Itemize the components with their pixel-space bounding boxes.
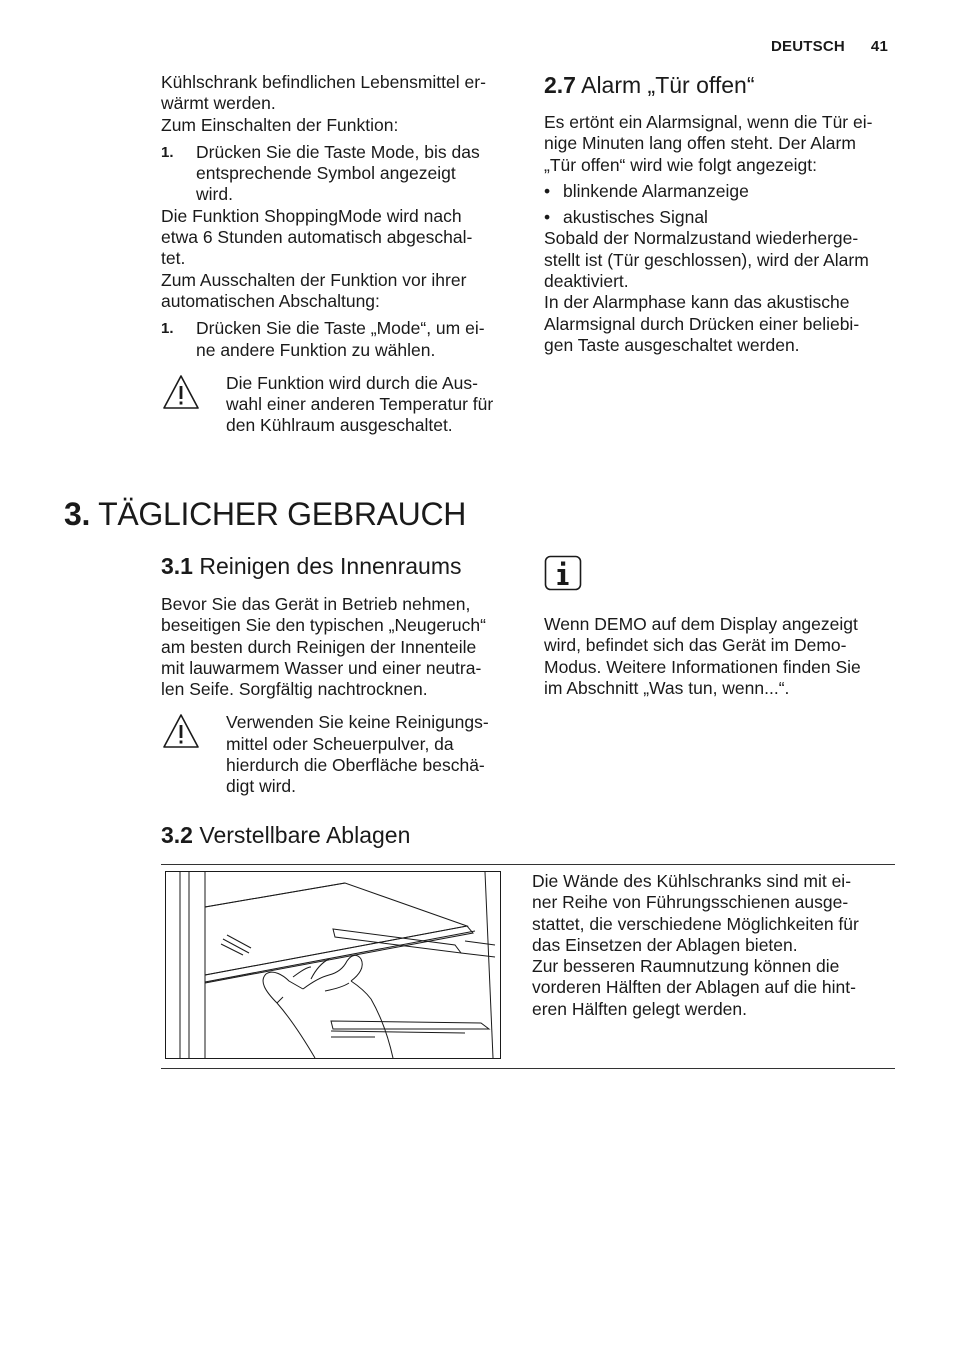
section-title: Reinigen des Innenraums: [199, 553, 462, 579]
bullet-text: akustisches Signal: [563, 207, 708, 228]
text-line: wahl einer anderen Temperatur für: [226, 394, 494, 415]
text-line: stellt ist (Tür geschlossen), wird der Alarm: [544, 249, 869, 270]
text-line: wird, befindet sich das Gerät im Demo-: [544, 635, 847, 656]
text-line: am besten durch Reinigen der Innenteile: [161, 636, 477, 657]
text-line: wird.: [196, 184, 233, 205]
warning-note: [161, 373, 513, 437]
paragraph: [161, 594, 521, 700]
text-line: Die Funktion wird durch die Aus-: [226, 372, 478, 393]
table-top-rule: [161, 864, 895, 865]
warning-icon: [161, 712, 226, 797]
step-item: [161, 142, 513, 206]
text-line: Die Funktion ShoppingMode wird nach: [161, 205, 462, 226]
section-number: 3.2: [161, 822, 193, 848]
table-bottom-rule: [161, 1068, 895, 1069]
text-line: im Abschnitt „Was tun, wenn...“.: [544, 677, 790, 698]
section-heading: [161, 553, 521, 580]
text-line: nige Minuten lang offen steht. Der Alarm: [544, 133, 856, 154]
section-heading: [161, 822, 410, 849]
text-line: mit lauwarmem Wasser und einer neutra-: [161, 657, 482, 678]
bullet-item: [544, 207, 896, 228]
text-line: stattet, die verschiedene Möglichkeiten für: [532, 913, 859, 934]
chapter-title: TÄGLICHER GEBRAUCH: [98, 496, 467, 532]
language-label: DEUTSCH: [771, 38, 845, 55]
text-line: hierdurch die Oberfläche beschä-: [226, 755, 485, 776]
text-line: etwa 6 Stunden automatisch abgeschal-: [161, 227, 473, 248]
text-line: Zum Einschalten der Funktion:: [161, 114, 399, 135]
text-line: Alarmsignal durch Drücken einer beliebi-: [544, 313, 860, 334]
text-line: Drücken Sie die Taste Mode, bis das: [196, 141, 480, 162]
text-line: In der Alarmphase kann das akustische: [544, 292, 850, 313]
section-title: Alarm „Tür offen“: [581, 72, 755, 98]
warning-text: [226, 373, 493, 437]
text-line: „Tür offen“ wird wie folgt angezeigt:: [544, 154, 818, 175]
warning-text: [226, 712, 489, 797]
text-line: eren Hälften gelegt werden.: [532, 998, 747, 1019]
text-line: Es ertönt ein Alarmsignal, wenn die Tür ei-: [544, 112, 873, 132]
text-line: das Einsetzen der Ablagen bieten.: [532, 934, 798, 955]
chapter-heading: [64, 496, 466, 533]
bullet-dot: •: [544, 207, 551, 228]
text-line: digt wird.: [226, 776, 297, 797]
page-number: 41: [870, 38, 888, 55]
text-line: mittel oder Scheuerpulver, da: [226, 733, 454, 754]
text-line: deaktiviert.: [544, 271, 629, 292]
paragraph: [544, 228, 896, 356]
text-line: Sobald der Normalzustand wiederherge-: [544, 228, 859, 249]
step-text: [196, 142, 480, 206]
text-line: beseitigen Sie den typischen „Neugeruch“: [161, 615, 486, 636]
text-line: Zum Ausschalten der Funktion vor ihrer: [161, 269, 467, 290]
info-text: [544, 614, 896, 699]
text-line: Drücken Sie die Taste „Mode“, um ei-: [196, 318, 485, 339]
text-line: den Kühlraum ausgeschaltet.: [226, 415, 453, 436]
section-3-1: [161, 553, 521, 798]
page-header: [745, 38, 888, 55]
warning-note: [161, 712, 521, 797]
text-line: Wenn DEMO auf dem Display angezeigt: [544, 614, 858, 634]
section-2-7: [544, 72, 896, 356]
warning-icon: [161, 373, 226, 437]
text-line: gen Taste ausgeschaltet werden.: [544, 334, 800, 355]
bullet-text: blinkende Alarmanzeige: [563, 180, 749, 201]
step-number: 1.: [161, 143, 174, 161]
text-line: Verwenden Sie keine Reinigungs-: [226, 712, 489, 733]
info-icon: [544, 555, 896, 591]
text-line: tet.: [161, 248, 186, 269]
bullet-dot: •: [544, 180, 551, 201]
section-number: 2.7: [544, 72, 576, 98]
text-line: len Seife. Sorgfältig nachtrocknen.: [161, 679, 428, 700]
step-number: 1.: [161, 320, 174, 338]
step-text: [196, 318, 485, 361]
text-line: vorderen Hälften der Ablagen auf die hint-: [532, 977, 856, 998]
text-line: ner Reihe von Führungsschienen ausge-: [532, 892, 849, 913]
text-line: Zur besseren Raumnutzung können die: [532, 956, 840, 977]
paragraph: [161, 206, 513, 312]
info-box: [544, 555, 896, 699]
paragraph: [544, 112, 896, 176]
paragraph: [161, 72, 513, 136]
section-3-2-text: [532, 871, 892, 1020]
section-number: 3.1: [161, 553, 193, 579]
bullet-item: [544, 181, 896, 202]
text-line: automatischen Abschaltung:: [161, 290, 380, 311]
left-column-top: [161, 72, 513, 437]
text-line: Die Wände des Kühlschranks sind mit ei-: [532, 871, 852, 891]
section-heading: [544, 72, 896, 99]
text-line: Kühlschrank befindlichen Lebensmittel er-: [161, 72, 486, 92]
text-line: Bevor Sie das Gerät in Betrieb nehmen,: [161, 594, 471, 614]
text-line: ne andere Funktion zu wählen.: [196, 339, 436, 360]
shelf-illustration: [165, 871, 501, 1059]
section-title: Verstellbare Ablagen: [199, 822, 411, 848]
step-item: [161, 318, 513, 361]
text-line: Modus. Weitere Informationen finden Sie: [544, 656, 861, 677]
text-line: entsprechende Symbol angezeigt: [196, 163, 456, 184]
chapter-number: 3.: [64, 496, 91, 532]
text-line: wärmt werden.: [161, 93, 276, 114]
